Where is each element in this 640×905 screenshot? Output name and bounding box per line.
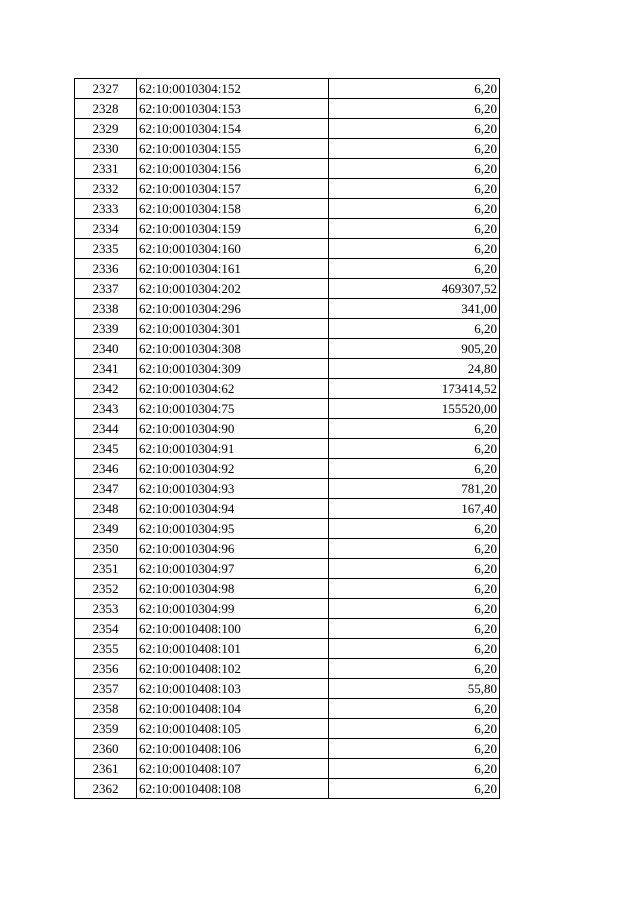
value-cell: 167,40 (329, 499, 500, 519)
row-number-cell: 2328 (75, 99, 137, 119)
table-row (75, 119, 500, 139)
cadastral-number-cell: 62:10:0010304:308 (137, 339, 329, 359)
value-cell: 6,20 (329, 319, 500, 339)
table-row (75, 99, 500, 119)
row-number-cell: 2359 (75, 719, 137, 739)
row-number-cell: 2330 (75, 139, 137, 159)
cadastral-number-cell: 62:10:0010304:91 (137, 439, 329, 459)
table-row (75, 739, 500, 759)
table-row (75, 259, 500, 279)
row-number-cell: 2338 (75, 299, 137, 319)
value-cell: 781,20 (329, 479, 500, 499)
cadastral-table (74, 78, 500, 799)
value-cell: 6,20 (329, 639, 500, 659)
row-number-cell: 2345 (75, 439, 137, 459)
cadastral-number-cell: 62:10:0010408:105 (137, 719, 329, 739)
row-number-cell: 2354 (75, 619, 137, 639)
cadastral-number-cell: 62:10:0010304:97 (137, 559, 329, 579)
table-row (75, 599, 500, 619)
cadastral-number-cell: 62:10:0010304:309 (137, 359, 329, 379)
table-row (75, 139, 500, 159)
value-cell: 6,20 (329, 459, 500, 479)
row-number-cell: 2333 (75, 199, 137, 219)
value-cell: 6,20 (329, 759, 500, 779)
row-number-cell: 2336 (75, 259, 137, 279)
value-cell: 6,20 (329, 719, 500, 739)
row-number-cell: 2360 (75, 739, 137, 759)
row-number-cell: 2346 (75, 459, 137, 479)
value-cell: 6,20 (329, 159, 500, 179)
row-number-cell: 2347 (75, 479, 137, 499)
table-row (75, 699, 500, 719)
value-cell: 6,20 (329, 559, 500, 579)
row-number-cell: 2353 (75, 599, 137, 619)
row-number-cell: 2342 (75, 379, 137, 399)
value-cell: 6,20 (329, 599, 500, 619)
table-row (75, 359, 500, 379)
table-row (75, 79, 500, 99)
value-cell: 6,20 (329, 139, 500, 159)
table-row (75, 179, 500, 199)
cadastral-number-cell: 62:10:0010304:90 (137, 419, 329, 439)
value-cell: 6,20 (329, 99, 500, 119)
value-cell: 6,20 (329, 699, 500, 719)
table-row (75, 299, 500, 319)
table-row (75, 539, 500, 559)
cadastral-number-cell: 62:10:0010304:154 (137, 119, 329, 139)
cadastral-number-cell: 62:10:0010408:101 (137, 639, 329, 659)
value-cell: 6,20 (329, 179, 500, 199)
row-number-cell: 2349 (75, 519, 137, 539)
row-number-cell: 2350 (75, 539, 137, 559)
value-cell: 6,20 (329, 439, 500, 459)
cadastral-number-cell: 62:10:0010304:98 (137, 579, 329, 599)
value-cell: 6,20 (329, 239, 500, 259)
table-row (75, 479, 500, 499)
table-row (75, 239, 500, 259)
row-number-cell: 2335 (75, 239, 137, 259)
cadastral-number-cell: 62:10:0010408:107 (137, 759, 329, 779)
table-row (75, 399, 500, 419)
row-number-cell: 2344 (75, 419, 137, 439)
cadastral-number-cell: 62:10:0010304:95 (137, 519, 329, 539)
table-row (75, 559, 500, 579)
value-cell: 6,20 (329, 779, 500, 799)
value-cell: 6,20 (329, 259, 500, 279)
row-number-cell: 2327 (75, 79, 137, 99)
value-cell: 6,20 (329, 79, 500, 99)
cadastral-number-cell: 62:10:0010304:158 (137, 199, 329, 219)
value-cell: 173414,52 (329, 379, 500, 399)
cadastral-number-cell: 62:10:0010304:156 (137, 159, 329, 179)
row-number-cell: 2329 (75, 119, 137, 139)
cadastral-number-cell: 62:10:0010408:102 (137, 659, 329, 679)
table-row (75, 159, 500, 179)
row-number-cell: 2351 (75, 559, 137, 579)
cadastral-number-cell: 62:10:0010304:93 (137, 479, 329, 499)
table-row (75, 379, 500, 399)
value-cell: 6,20 (329, 659, 500, 679)
value-cell: 6,20 (329, 119, 500, 139)
cadastral-number-cell: 62:10:0010304:152 (137, 79, 329, 99)
row-number-cell: 2343 (75, 399, 137, 419)
value-cell: 469307,52 (329, 279, 500, 299)
cadastral-number-cell: 62:10:0010408:108 (137, 779, 329, 799)
table-row (75, 639, 500, 659)
value-cell: 6,20 (329, 219, 500, 239)
row-number-cell: 2334 (75, 219, 137, 239)
row-number-cell: 2352 (75, 579, 137, 599)
value-cell: 6,20 (329, 419, 500, 439)
table-row (75, 519, 500, 539)
row-number-cell: 2332 (75, 179, 137, 199)
table-row (75, 719, 500, 739)
cadastral-number-cell: 62:10:0010408:100 (137, 619, 329, 639)
row-number-cell: 2357 (75, 679, 137, 699)
row-number-cell: 2341 (75, 359, 137, 379)
cadastral-number-cell: 62:10:0010408:106 (137, 739, 329, 759)
value-cell: 6,20 (329, 579, 500, 599)
table-row (75, 619, 500, 639)
table-row (75, 679, 500, 699)
table-row (75, 339, 500, 359)
cadastral-number-cell: 62:10:0010304:96 (137, 539, 329, 559)
table-row (75, 579, 500, 599)
value-cell: 905,20 (329, 339, 500, 359)
value-cell: 24,80 (329, 359, 500, 379)
row-number-cell: 2340 (75, 339, 137, 359)
table-row (75, 499, 500, 519)
value-cell: 155520,00 (329, 399, 500, 419)
cadastral-number-cell: 62:10:0010408:104 (137, 699, 329, 719)
cadastral-number-cell: 62:10:0010304:94 (137, 499, 329, 519)
row-number-cell: 2355 (75, 639, 137, 659)
cadastral-number-cell: 62:10:0010304:92 (137, 459, 329, 479)
row-number-cell: 2331 (75, 159, 137, 179)
cadastral-number-cell: 62:10:0010408:103 (137, 679, 329, 699)
row-number-cell: 2356 (75, 659, 137, 679)
table-row (75, 419, 500, 439)
table-row (75, 459, 500, 479)
row-number-cell: 2337 (75, 279, 137, 299)
table-row (75, 759, 500, 779)
value-cell: 6,20 (329, 199, 500, 219)
cadastral-number-cell: 62:10:0010304:296 (137, 299, 329, 319)
cadastral-number-cell: 62:10:0010304:75 (137, 399, 329, 419)
row-number-cell: 2358 (75, 699, 137, 719)
row-number-cell: 2362 (75, 779, 137, 799)
value-cell: 6,20 (329, 539, 500, 559)
table-row (75, 199, 500, 219)
cadastral-number-cell: 62:10:0010304:159 (137, 219, 329, 239)
cadastral-number-cell: 62:10:0010304:155 (137, 139, 329, 159)
cadastral-number-cell: 62:10:0010304:153 (137, 99, 329, 119)
value-cell: 6,20 (329, 519, 500, 539)
table-row (75, 779, 500, 799)
cadastral-number-cell: 62:10:0010304:99 (137, 599, 329, 619)
value-cell: 55,80 (329, 679, 500, 699)
cadastral-number-cell: 62:10:0010304:161 (137, 259, 329, 279)
row-number-cell: 2361 (75, 759, 137, 779)
cadastral-number-cell: 62:10:0010304:202 (137, 279, 329, 299)
row-number-cell: 2339 (75, 319, 137, 339)
table-row (75, 659, 500, 679)
table-row (75, 279, 500, 299)
table-row (75, 439, 500, 459)
cadastral-number-cell: 62:10:0010304:157 (137, 179, 329, 199)
table-row (75, 319, 500, 339)
cadastral-number-cell: 62:10:0010304:301 (137, 319, 329, 339)
table-body (75, 79, 500, 799)
cadastral-number-cell: 62:10:0010304:160 (137, 239, 329, 259)
value-cell: 341,00 (329, 299, 500, 319)
value-cell: 6,20 (329, 619, 500, 639)
row-number-cell: 2348 (75, 499, 137, 519)
value-cell: 6,20 (329, 739, 500, 759)
table-row (75, 219, 500, 239)
cadastral-number-cell: 62:10:0010304:62 (137, 379, 329, 399)
